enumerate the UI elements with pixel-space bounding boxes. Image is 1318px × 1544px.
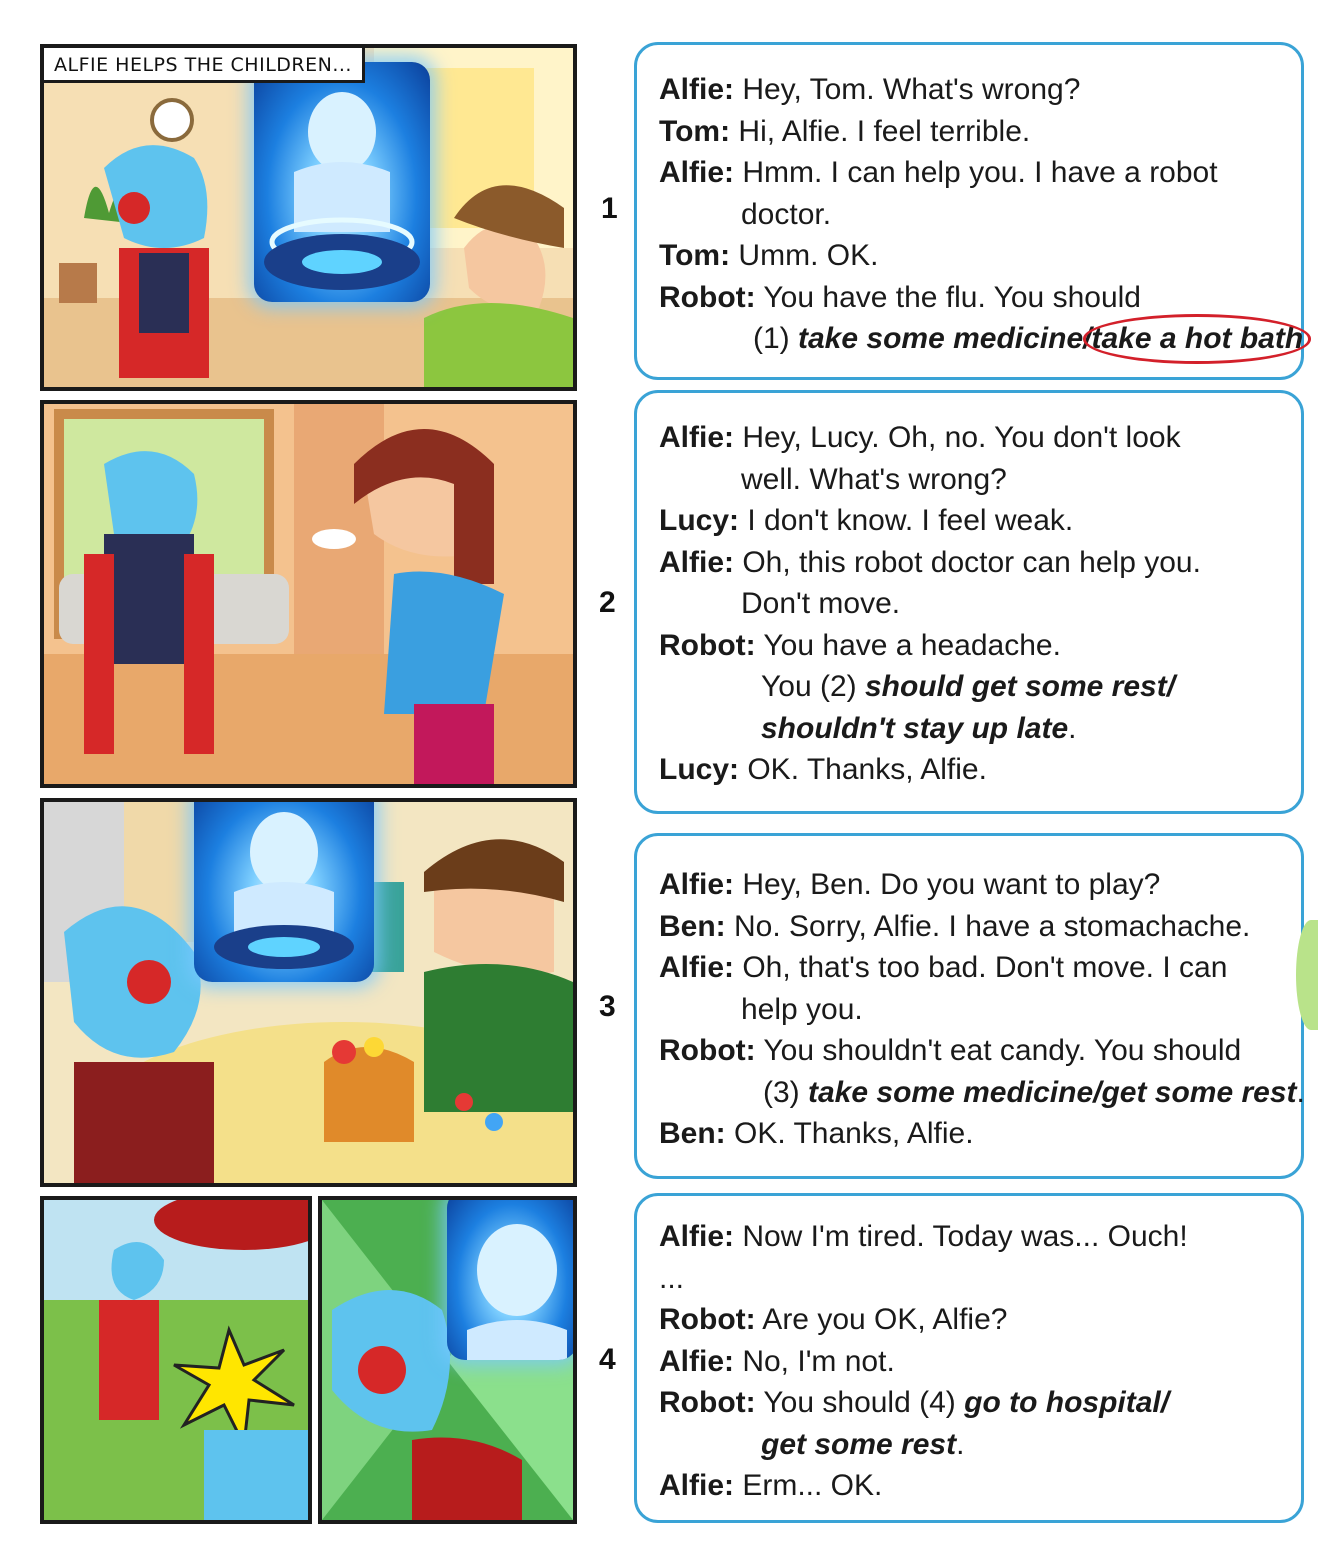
dialogue-line xyxy=(659,1299,1283,1341)
panel-number-4: 4 xyxy=(599,1343,616,1376)
comic-panel-3 xyxy=(40,798,577,1187)
answer-suffix: . xyxy=(1296,1075,1305,1109)
speaker-name: Alfie: xyxy=(659,73,734,106)
dialogue-line xyxy=(659,194,1283,236)
line-text: Erm... OK. xyxy=(734,1469,883,1502)
dialogue-line xyxy=(659,500,1283,542)
speaker-name: Robot: xyxy=(659,1386,756,1419)
speaker-name: Tom: xyxy=(659,114,731,148)
line-text: No, I'm not. xyxy=(734,1344,895,1378)
dialogue-line xyxy=(659,235,1283,277)
robot-doctor-icon xyxy=(447,1196,577,1360)
speaker-name: Ben: xyxy=(659,1117,726,1150)
comic-panel-1 xyxy=(40,44,577,391)
line-text: Umm. OK. xyxy=(730,239,879,272)
line-text: OK. Thanks, Alfie. xyxy=(739,753,987,786)
circled-answer: take a hot bath xyxy=(1091,318,1303,360)
answer-prefix: (1) xyxy=(753,322,798,355)
speaker-name: Alfie: xyxy=(659,1344,734,1378)
dialogue-box-2 xyxy=(634,390,1304,814)
line-text: Hey, Ben. Do you want to play? xyxy=(734,868,1161,901)
answer-suffix: . xyxy=(1068,711,1077,745)
robot-doctor-hologram xyxy=(447,1196,577,1360)
line-text: Oh, this robot doctor can help you. xyxy=(734,545,1201,579)
comic-panel-2 xyxy=(40,400,577,788)
line-text: Hi, Alfie. I feel terrible. xyxy=(730,114,1031,148)
line-text: You have the flu. You should xyxy=(755,280,1141,314)
comic-panel-4b xyxy=(318,1196,577,1524)
dialogue-line xyxy=(659,1072,1305,1114)
line-text: Oh, that's too bad. Don't move. I can xyxy=(734,951,1228,984)
dialogue-box-1 xyxy=(634,42,1304,380)
answer-text: get some rest xyxy=(761,1427,957,1461)
line-text: OK. Thanks, Alfie. xyxy=(725,1117,974,1150)
line-text: Hey, Tom. What's wrong? xyxy=(734,73,1081,106)
speaker-name: Alfie: xyxy=(659,156,734,189)
dialogue-line xyxy=(659,277,1283,319)
line-text: Hmm. I can help you. I have a robot xyxy=(734,156,1218,189)
line-text: You have a headache. xyxy=(755,628,1061,662)
speaker-name: Alfie: xyxy=(659,868,734,901)
line-text: doctor. xyxy=(741,197,832,231)
dialogue-line xyxy=(659,152,1283,194)
dialogue-line xyxy=(659,1382,1283,1424)
dialogue-line xyxy=(659,989,1283,1031)
dialogue-line xyxy=(659,749,1283,791)
line-text: You shouldn't eat candy. You should xyxy=(755,1034,1242,1067)
line-text: Don't move. xyxy=(741,587,901,620)
line-text: ... xyxy=(659,1261,685,1295)
panel-number-2: 2 xyxy=(599,586,616,619)
speaker-name: Lucy: xyxy=(659,504,740,537)
dialogue-line xyxy=(659,1030,1283,1072)
comic-panel-4a xyxy=(40,1196,312,1524)
dialogue-line xyxy=(659,864,1283,906)
speaker-name: Lucy: xyxy=(659,753,740,786)
dialogue-line xyxy=(659,1465,1283,1507)
answer-prefix: You (2) xyxy=(761,670,865,703)
robot-doctor-icon xyxy=(194,798,374,982)
dialogue-line xyxy=(659,111,1283,153)
speaker-name: Robot: xyxy=(659,280,756,314)
speaker-name: Alfie: xyxy=(659,1220,734,1253)
speaker-name: Tom: xyxy=(659,239,731,272)
line-text: Are you OK, Alfie? xyxy=(755,1303,1008,1336)
decorative-leaf xyxy=(1296,920,1318,1030)
dialogue-line xyxy=(659,542,1283,584)
dialogue-line xyxy=(659,1216,1283,1258)
line-text: You should (4) xyxy=(755,1386,965,1419)
dialogue-line xyxy=(659,417,1283,459)
line-text: Now I'm tired. Today was... Ouch! xyxy=(734,1220,1188,1253)
speaker-name: Alfie: xyxy=(659,421,734,454)
speaker-name: Alfie: xyxy=(659,1469,734,1502)
dialogue-line xyxy=(659,1258,1283,1300)
dialogue-line xyxy=(659,625,1283,667)
answer-text: go to hospital/ xyxy=(964,1386,1170,1419)
speaker-name: Alfie: xyxy=(659,951,734,984)
panel-2-illustration xyxy=(44,404,573,784)
line-text: I don't know. I feel weak. xyxy=(739,504,1074,537)
dialogue-box-3 xyxy=(634,833,1304,1179)
dialogue-line xyxy=(659,666,1283,708)
dialogue-line xyxy=(659,947,1283,989)
panel-number-1: 1 xyxy=(601,192,618,225)
dialogue-line xyxy=(659,906,1283,948)
robot-doctor-hologram xyxy=(254,62,430,302)
line-text: Hey, Lucy. Oh, no. You don't look xyxy=(734,421,1181,454)
dialogue-line xyxy=(659,708,1283,750)
answer-prefix: (3) xyxy=(763,1075,808,1109)
panel-number-3: 3 xyxy=(599,990,616,1023)
speaker-name: Alfie: xyxy=(659,545,734,579)
answer-text: shouldn't stay up late xyxy=(761,711,1069,745)
dialogue-line xyxy=(659,1113,1283,1155)
line-text: No. Sorry, Alfie. I have a stomachache. xyxy=(725,909,1251,943)
line-text: well. What's wrong? xyxy=(741,462,1007,496)
dialogue-box-4 xyxy=(634,1193,1304,1523)
dialogue-line xyxy=(659,1424,1283,1466)
robot-doctor-hologram xyxy=(194,798,374,982)
dialogue-line xyxy=(659,318,1304,360)
dialogue-line xyxy=(659,583,1283,625)
answer-suffix: . xyxy=(956,1427,965,1461)
line-text: help you. xyxy=(741,992,863,1026)
speaker-name: Robot: xyxy=(659,628,756,662)
speaker-name: Robot: xyxy=(659,1034,756,1067)
dialogue-line xyxy=(659,1341,1283,1383)
panel-4a-illustration xyxy=(44,1200,308,1520)
dialogue-line xyxy=(659,459,1283,501)
speaker-name: Ben: xyxy=(659,909,726,943)
dialogue-line xyxy=(659,69,1283,111)
answer-text: should get some rest/ xyxy=(864,670,1176,703)
answer-text: take some medicine/ xyxy=(798,322,1092,355)
robot-doctor-icon xyxy=(254,62,430,302)
comic-caption: ALFIE HELPS THE CHILDREN... xyxy=(44,48,365,83)
answer-text: take some medicine/get some rest xyxy=(808,1075,1297,1109)
speaker-name: Robot: xyxy=(659,1303,756,1336)
